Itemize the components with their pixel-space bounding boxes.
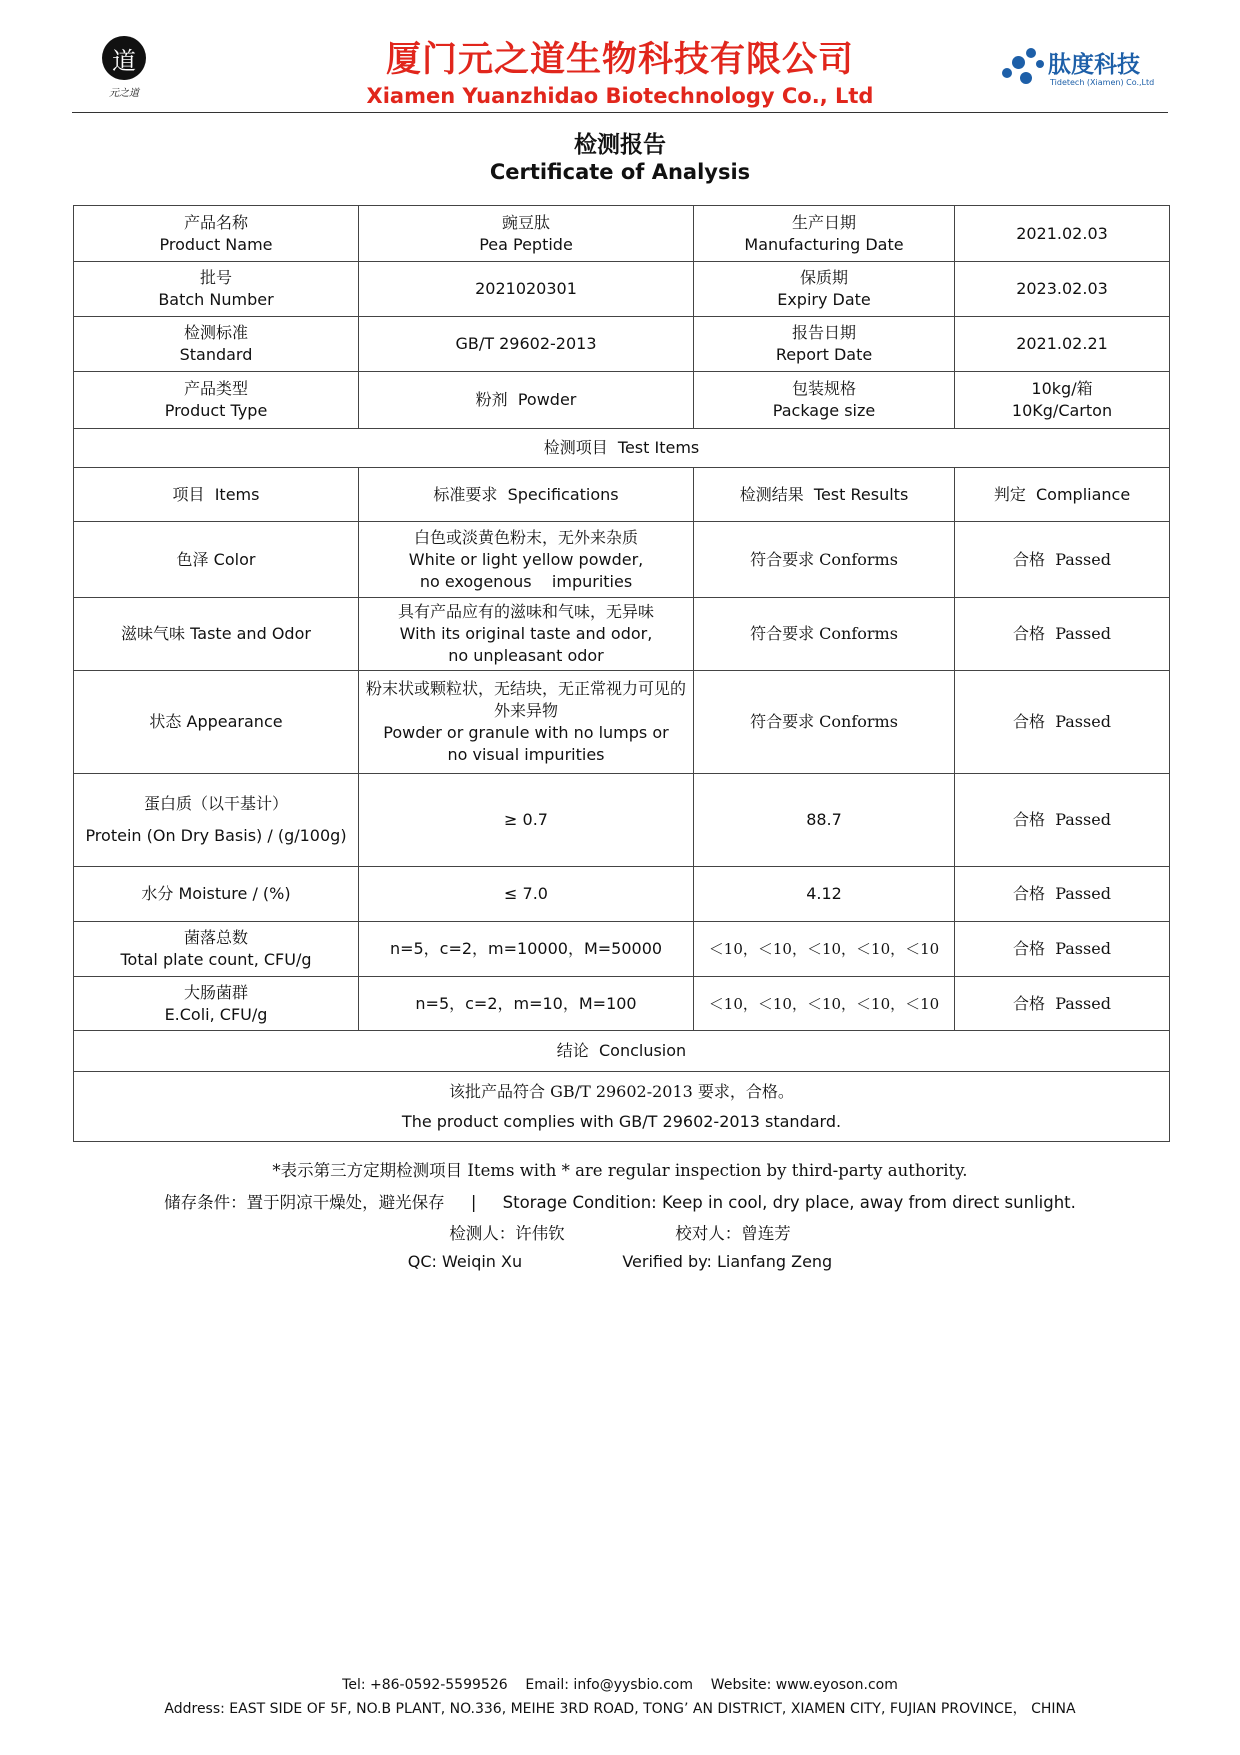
test-result: 4.12 bbox=[694, 867, 955, 922]
test-items-header: 检测项目 Test Items bbox=[74, 429, 1170, 468]
test-compliance: 合格 Passed bbox=[955, 522, 1170, 598]
company-name-cn: 厦门元之道生物科技有限公司 bbox=[385, 40, 854, 80]
qc-name-en: QC: Weiqin Xu bbox=[407, 1252, 523, 1271]
info-value: GB/T 29602-2013 bbox=[359, 317, 694, 372]
storage-note: 储存条件：置于阴凉干燥处，避光保存 | Storage Condition: Keep in cool, dry place, away from direct sunlight. bbox=[164, 1193, 1076, 1212]
test-spec: ≥ 0.7 bbox=[359, 774, 694, 867]
test-item: 蛋白质（以干基计） Protein (On Dry Basis) / (g/100g) bbox=[74, 774, 359, 867]
footer-contact: Tel: +86-0592-5599526 Email: info@yysbio.com Website: www.eyoson.com bbox=[342, 1677, 898, 1693]
verifier-name-en: Verified by: Lianfang Zeng bbox=[622, 1252, 833, 1271]
info-row bbox=[74, 206, 1170, 262]
analysis-table bbox=[73, 205, 1170, 1142]
info-row bbox=[74, 262, 1170, 317]
info-label: 报告日期 Report Date bbox=[694, 317, 955, 372]
verifier-name-cn: 校对人：曾连芳 bbox=[675, 1224, 791, 1243]
test-compliance: 合格 Passed bbox=[955, 977, 1170, 1031]
info-label: 生产日期 Manufacturing Date bbox=[694, 206, 955, 262]
signatures-en bbox=[0, 1252, 1240, 1271]
info-row bbox=[74, 317, 1170, 372]
footer-address: Address: EAST SIDE OF 5F, NO.B PLANT, NO.336, MEIHE 3RD ROAD, TONG’ AN DISTRICT, XIAMEN CITY, FUJIAN PROVINCE， CHINA bbox=[164, 1701, 1076, 1717]
table-row bbox=[74, 774, 1170, 867]
test-spec: n=5，c=2，m=10000，M=50000 bbox=[359, 922, 694, 977]
third-party-note: *表示第三方定期检测项目 Items with * are regular inspection by third-party authority. bbox=[272, 1161, 968, 1180]
qc-name-cn: 检测人：许伟钦 bbox=[449, 1224, 565, 1243]
table-row bbox=[74, 598, 1170, 671]
right-logo bbox=[1000, 44, 1170, 94]
test-result: 88.7 bbox=[694, 774, 955, 867]
test-spec: ≤ 7.0 bbox=[359, 867, 694, 922]
test-compliance: 合格 Passed bbox=[955, 671, 1170, 774]
info-value: 2021.02.21 bbox=[955, 317, 1170, 372]
column-header-compliance: 判定 Compliance bbox=[955, 468, 1170, 522]
table-row bbox=[74, 922, 1170, 977]
test-compliance: 合格 Passed bbox=[955, 598, 1170, 671]
info-label: 包装规格 Package size bbox=[694, 372, 955, 429]
test-compliance: 合格 Passed bbox=[955, 922, 1170, 977]
test-result: 符合要求 Conforms bbox=[694, 522, 955, 598]
signatures-cn bbox=[0, 1220, 1240, 1244]
info-value: 豌豆肽 Pea Peptide bbox=[359, 206, 694, 262]
company-name-en: Xiamen Yuanzhidao Biotechnology Co., Ltd bbox=[366, 84, 874, 108]
conclusion-text: 该批产品符合 GB/T 29602-2013 要求，合格。 The product complies with GB/T 29602-2013 standard. bbox=[74, 1072, 1170, 1142]
info-value: 2023.02.03 bbox=[955, 262, 1170, 317]
test-compliance: 合格 Passed bbox=[955, 774, 1170, 867]
conclusion-header: 结论 Conclusion bbox=[74, 1031, 1170, 1072]
molecule-icon bbox=[1000, 46, 1046, 86]
test-items-header-row bbox=[74, 429, 1170, 468]
info-value: 2021020301 bbox=[359, 262, 694, 317]
left-logo-caption: 元之道 bbox=[109, 88, 139, 99]
table-row bbox=[74, 867, 1170, 922]
test-item: 色泽 Color bbox=[74, 522, 359, 598]
conclusion-header-row bbox=[74, 1031, 1170, 1072]
test-spec: n=5，c=2，m=10，M=100 bbox=[359, 977, 694, 1031]
test-item: 状态 Appearance bbox=[74, 671, 359, 774]
table-row bbox=[74, 977, 1170, 1031]
info-value: 2021.02.03 bbox=[955, 206, 1170, 262]
test-result: ＜10，＜10，＜10，＜10，＜10 bbox=[694, 977, 955, 1031]
test-item: 滋味气味 Taste and Odor bbox=[74, 598, 359, 671]
info-label: 保质期 Expiry Date bbox=[694, 262, 955, 317]
info-value: 粉剂 Powder bbox=[359, 372, 694, 429]
test-result: 符合要求 Conforms bbox=[694, 598, 955, 671]
seal-icon: 道 bbox=[102, 36, 146, 80]
test-spec: 白色或淡黄色粉末，无外来杂质 White or light yellow powder, no exogenous impurities bbox=[359, 522, 694, 598]
right-logo-subtitle: Tidetech (Xiamen) Co.,Ltd bbox=[1050, 78, 1155, 87]
info-label: 产品类型 Product Type bbox=[74, 372, 359, 429]
test-spec: 粉末状或颗粒状，无结块，无正常视力可见的外来异物 Powder or granule with no lumps or no visual impurities bbox=[359, 671, 694, 774]
test-item: 水分 Moisture / (%) bbox=[74, 867, 359, 922]
info-label: 批号 Batch Number bbox=[74, 262, 359, 317]
header-divider bbox=[72, 112, 1168, 113]
column-header-test-results: 检测结果 Test Results bbox=[694, 468, 955, 522]
report-title-cn: 检测报告 bbox=[574, 132, 666, 158]
conclusion-row bbox=[74, 1072, 1170, 1142]
table-row bbox=[74, 671, 1170, 774]
test-result: ＜10，＜10，＜10，＜10，＜10 bbox=[694, 922, 955, 977]
info-row bbox=[74, 372, 1170, 429]
column-header-specifications: 标准要求 Specifications bbox=[359, 468, 694, 522]
table-row bbox=[74, 522, 1170, 598]
column-header-row bbox=[74, 468, 1170, 522]
column-header-items: 项目 Items bbox=[74, 468, 359, 522]
test-item: 大肠菌群 E.Coli, CFU/g bbox=[74, 977, 359, 1031]
right-logo-name: 肽度科技 bbox=[1048, 52, 1140, 78]
test-spec: 具有产品应有的滋味和气味，无异味 With its original taste and odor, no unpleasant odor bbox=[359, 598, 694, 671]
test-compliance: 合格 Passed bbox=[955, 867, 1170, 922]
test-result: 符合要求 Conforms bbox=[694, 671, 955, 774]
test-item: 菌落总数 Total plate count, CFU/g bbox=[74, 922, 359, 977]
info-value: 10kg/箱 10Kg/Carton bbox=[955, 372, 1170, 429]
report-title-en: Certificate of Analysis bbox=[489, 160, 751, 184]
info-label: 检测标准 Standard bbox=[74, 317, 359, 372]
info-label: 产品名称 Product Name bbox=[74, 206, 359, 262]
